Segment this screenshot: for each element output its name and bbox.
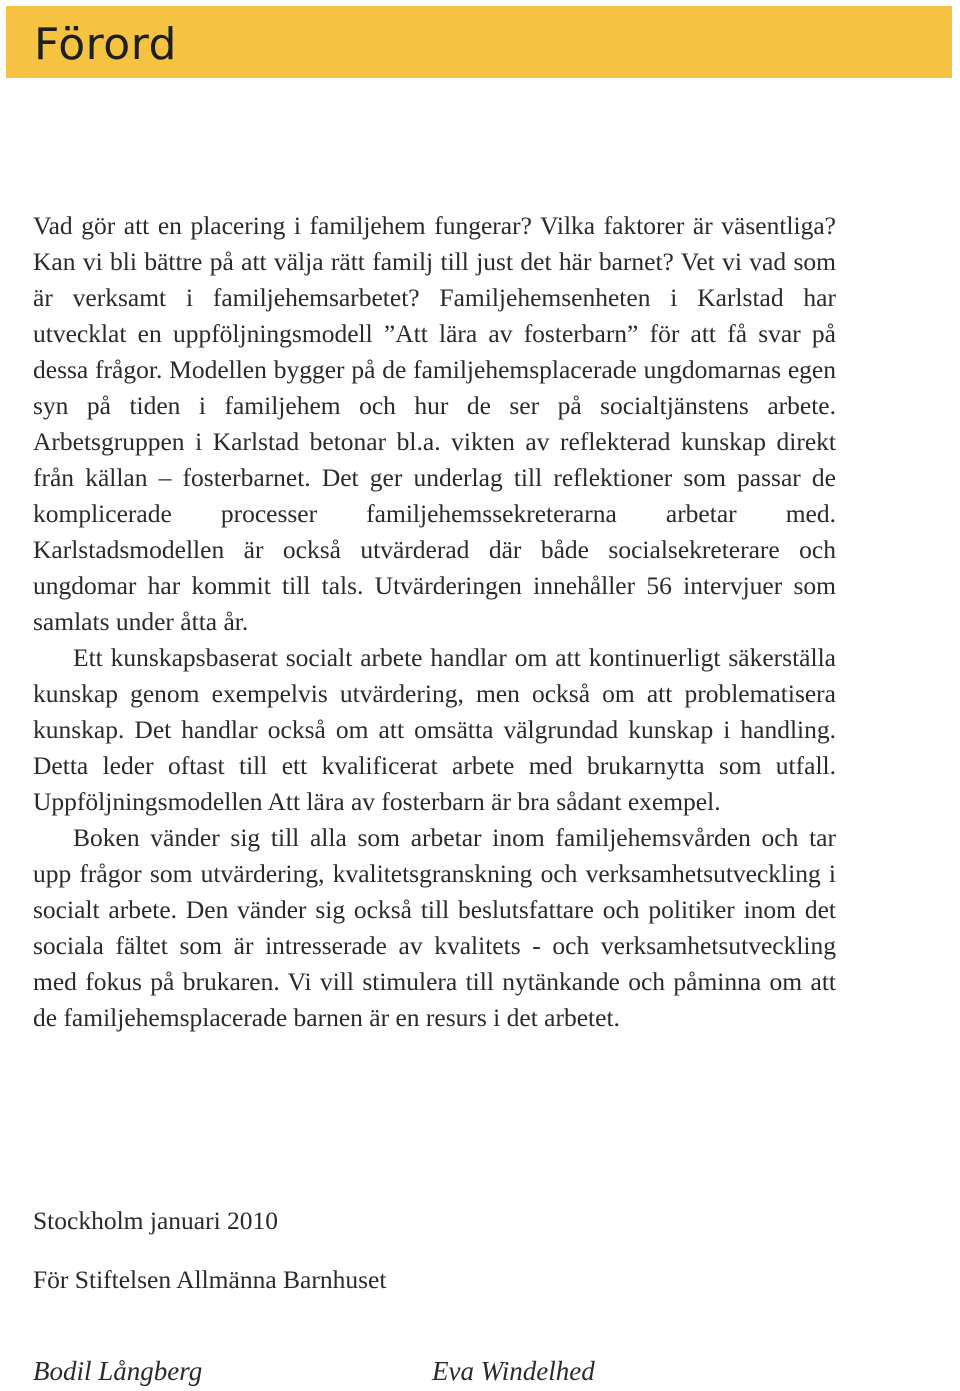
- preface-body: [33, 208, 836, 1036]
- on-behalf-line: För Stiftelsen Allmänna Barnhuset: [33, 1265, 387, 1294]
- page-title: Förord: [34, 19, 177, 70]
- paragraph: Boken vänder sig till alla som arbetar inom familjehemsvården och tar upp frågor som utvärdering, kvalitetsgranskning och verksamhetsutveckling i socialt arbete. Den vänder sig också till beslutsfattare och politiker inom det sociala fältet som är intresserade av kvalitets - och verksamhetsutveckling med fokus på brukaren. Vi vill stimulera till nytänkande och påminna om att de familjehemsplacerade barnen är en resurs i det arbetet.: [33, 823, 836, 1032]
- paragraph: Vad gör att en placering i familjehem fungerar? Vilka faktorer är väsentliga? Kan vi bli bättre på att välja rätt familj till just det här barnet? Vet vi vad som är verksamt i familjehemsarbetet? Familjehemsenheten i Karlstad har utvecklat en uppföljningsmodell ”Att lära av fosterbarn” för att få svar på dessa frågor. Modellen bygger på de familjehemsplacerade ungdomarnas egen syn på tiden i familjehem och hur de ser på socialtjänstens arbete. Arbetsgruppen i Karlstad betonar bl.a. vikten av reflekterad kunskap direkt från källan – fosterbarnet. Det ger underlag till reflektioner som passar de komplicerade processer familjehemssekreterarna arbetar med. Karlstadsmodellen är också utvärderad där både socialsekreterare och ungdomar har kommit till tals. Utvärderingen innehåller 56 intervjuer som samlats under åtta år.: [33, 211, 836, 636]
- place-date: Stockholm januari 2010: [33, 1206, 279, 1235]
- signature: Bodil Långberg: [33, 1356, 203, 1386]
- signature: Eva Windelhed: [432, 1356, 595, 1386]
- paragraph: Ett kunskapsbaserat socialt arbete handlar om att kontinuerligt säkerställa kunskap genom exempelvis utvärdering, men också om att problematisera kunskap. Det handlar också om att omsätta välgrundad kunskap i handling. Detta leder oftast till ett kvalificerat arbete med brukarnytta som utfall. Uppföljningsmodellen Att lära av fosterbarn är bra sådant exempel.: [33, 643, 836, 816]
